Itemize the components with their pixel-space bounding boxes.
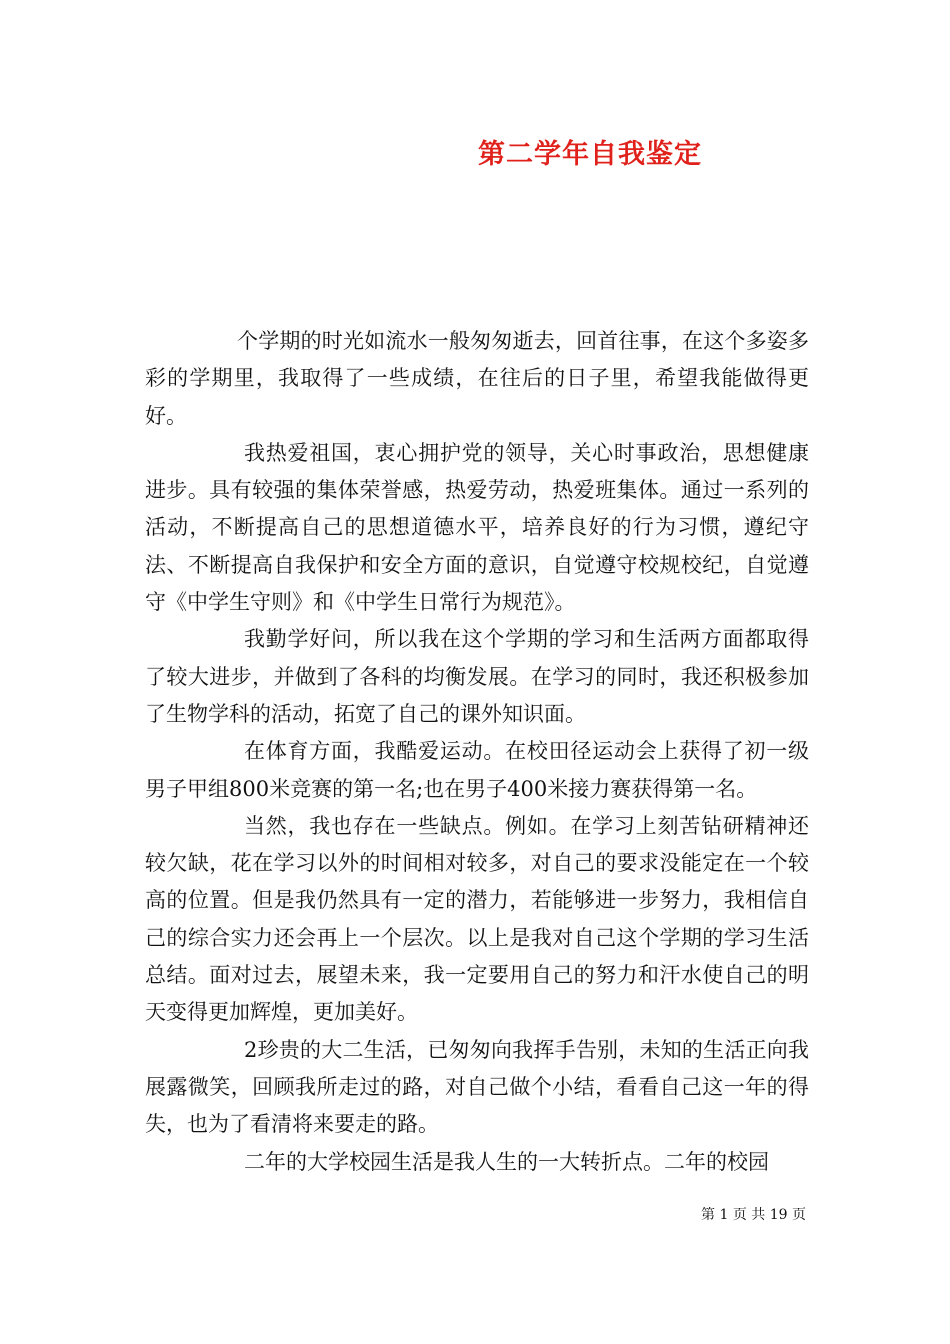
paragraph-3: 我勤学好问，所以我在这个学期的学习和生活两方面都取得了较大进步，并做到了各科的均衡发展。在学习的同时，我还积极参加了生物学科的活动，拓宽了自己的课外知识面。 xyxy=(145,627,809,726)
paragraph-7: 二年的大学校园生活是我人生的一大转折点。二年的校园 xyxy=(244,1149,769,1174)
paragraph-4: 在体育方面，我酷爱运动。在校田径运动会上获得了初一级男子甲组800米竞赛的第一名;也在男子400米接力赛获得第一名。 xyxy=(145,739,809,801)
paragraph-6: 2珍贵的大二生活，已匆匆向我挥手告别，未知的生活正向我展露微笑，回顾我所走过的路，对自己做个小结，看看自己这一年的得失，也为了看清将来要走的路。 xyxy=(145,1037,809,1137)
page-number-footer: 第 1 页 共 19 页 xyxy=(701,1207,806,1223)
document-body xyxy=(145,323,809,1181)
paragraph-2: 我热爱祖国，衷心拥护党的领导，关心时事政治，思想健康进步。具有较强的集体荣誉感，热爱劳动，热爱班集体。通过一系列的活动，不断提高自己的思想道德水平，培养良好的行为习惯，遵纪守法、不断提高自我保护和安全方面的意识，自觉遵守校规校纪，自觉遵守《中学生守则》和《中学生日常行为规范》。 xyxy=(145,440,809,615)
paragraph-1: 个学期的时光如流水一般匆匆逝去，回首往事，在这个多姿多彩的学期里，我取得了一些成绩，在往后的日子里，希望我能做得更好。 xyxy=(145,329,809,428)
paragraph-5: 当然，我也存在一些缺点。例如。在学习上刻苦钻研精神还较欠缺，花在学习以外的时间相对较多，对自己的要求没能定在一个较高的位置。但是我仍然具有一定的潜力，若能够进一步努力，我相信自己的综合实力还会再上一个层次。以上是我对自己这个学期的学习生活总结。面对过去，展望未来，我一定要用自己的努力和汗水使自己的明天变得更加辉煌，更加美好。 xyxy=(145,813,809,1025)
document-title: 第二学年自我鉴定 xyxy=(478,139,702,170)
